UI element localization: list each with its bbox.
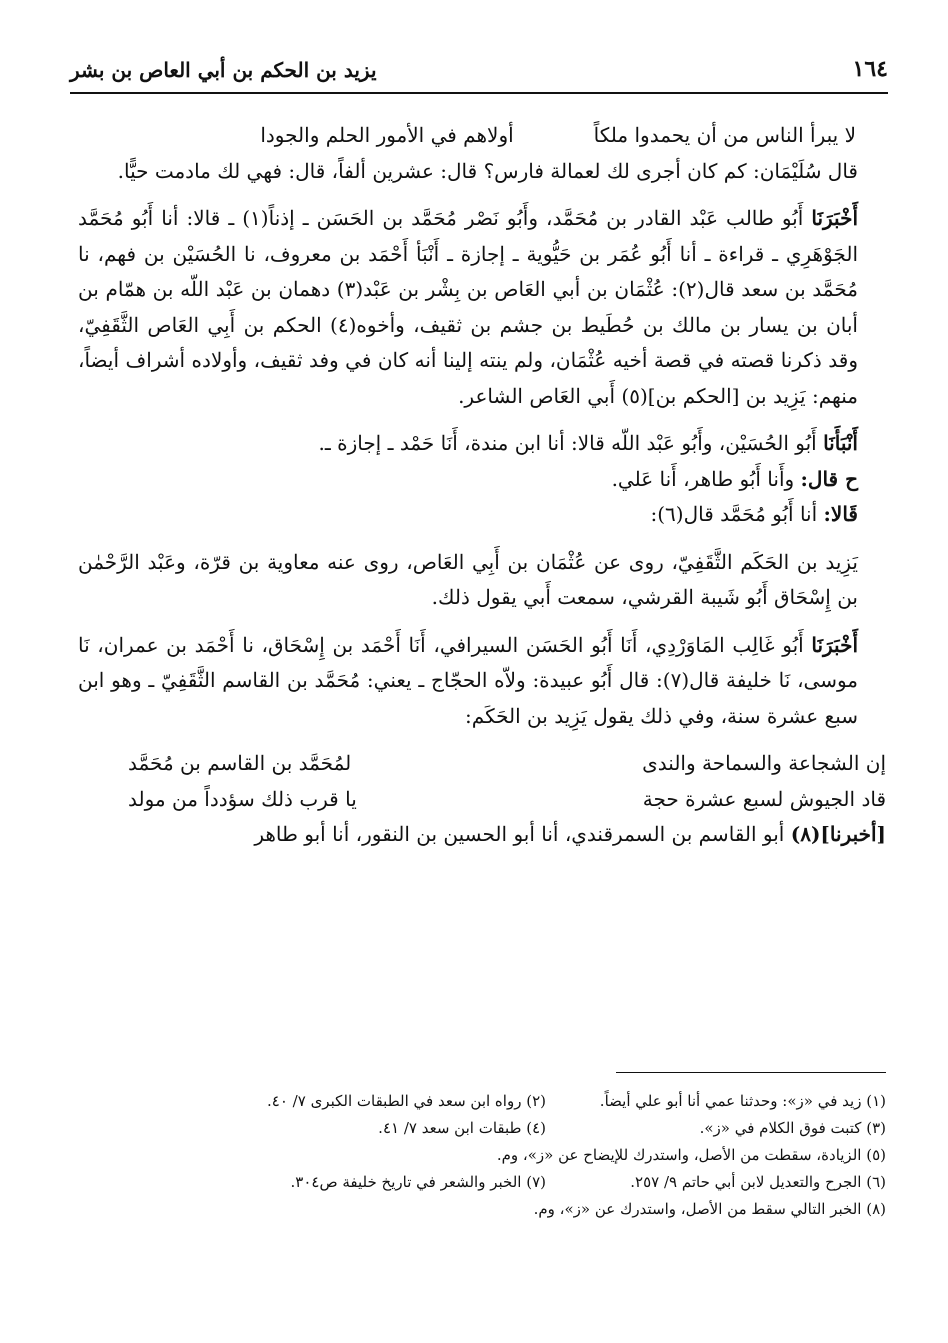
paragraph-isnad xyxy=(78,628,886,735)
footnotes xyxy=(70,1088,886,1223)
verse-line xyxy=(78,118,886,154)
isnad-line xyxy=(78,426,886,462)
verse-hemistich: لمُحَمَّد بن القاسم بن مُحَمَّد xyxy=(128,751,352,775)
isnad-keyword: ح قال: xyxy=(800,466,858,491)
footnote-row xyxy=(70,1196,886,1223)
isnad-keyword: أَنْبَأَنَا xyxy=(823,431,858,455)
verse-hemistich: إن الشجاعة والسماحة والندى xyxy=(642,751,886,775)
footnote: (٤) طبقات ابن سعد ٧/ ٤١. xyxy=(378,1119,546,1137)
verse-hemistich: لا يبرأ الناس من أن يحمدوا ملكاً xyxy=(593,123,856,147)
footnote-row xyxy=(70,1088,886,1115)
footnote-row xyxy=(70,1115,886,1142)
page-header xyxy=(70,48,888,94)
footnote: (١) زيد في «ز»: وحدثنا عمي أنا أبو علي أيضاً. xyxy=(599,1092,886,1110)
footnote: (٣) كتبت فوق الكلام في «ز». xyxy=(699,1119,886,1137)
footnote-row xyxy=(70,1169,886,1196)
isnad-keyword: قَالا: xyxy=(823,502,858,526)
footnote: (٦) الجرح والتعديل لابن أبي حاتم ٩/ ٢٥٧. xyxy=(630,1173,886,1191)
isnad-keyword: أَخْبَرَنَا xyxy=(811,206,858,230)
verse-hemistich: قاد الجيوش لسبع عشرة حجة xyxy=(642,786,886,811)
isnad-line xyxy=(78,462,886,498)
verse-hemistich: يا قرب ذلك سؤدداً من مولد xyxy=(128,786,357,811)
isnad-line xyxy=(78,497,886,533)
paragraph-text: أَبُو غَالِب المَاوَرْدِي، أَنَا أَبُو الحَسَن السيرافي، أَنَا أَحْمَد بن إِسْحَاق، نا أَحْمَد بن عمران، نَا موسى، نَا خليفة قال(٧): قال أَبُو عبيدة: ولاّه الحجّاج ـ يعني: مُحَمَّد بن القاسم الثَّقَفِيّ ـ وهو ابن سبع عشرة سنة، وفي ذلك يقول يَزِيد بن الحَكَم: xyxy=(78,632,858,728)
isnad-text: وأَنا أَبُو طاهر، أَنا عَلي. xyxy=(611,466,801,491)
footnote: (٧) الخبر والشعر في تاريخ خليفة ص٣٠٤. xyxy=(290,1173,546,1191)
footnote: (٥) الزيادة، سقطت من الأصل، واستدرك للإيضاح عن «ز»، وم. xyxy=(496,1146,886,1164)
footnote: (٨) الخبر التالي سقط من الأصل، واستدرك عن «ز»، وم. xyxy=(533,1200,886,1218)
isnad-text: أنا أَبُو مُحَمَّد قال(٦): xyxy=(650,502,824,526)
main-text xyxy=(78,118,886,853)
paragraph-text: أَبُو طالب عَبْد القادر بن مُحَمَّد، وأَبُو نَصْر مُحَمَّد بن الحَسَن ـ إذناً(١) ـ قالا: أنا أَبُو مُحَمَّد الجَوْهَرِي ـ قراءة ـ أنا أَبُو عُمَر بن حَيُّوية ـ إجازة ـ أَنْبَأ أَحْمَد بن معروف، نا الحُسَيْن بن فهم، نا مُحَمَّد بن سعد قال(٢): عُثْمَان بن أبي العَاص بن بِشْر بن عَبْد(٣) دهمان بن عَبْد اللّه بن همّام بن أبان بن يسار بن مالك بن حُطَيط بن جشم بن ثقيف، وأخوه(٤) الحكم بن أَبِي العَاص الثَّقَفِيّ، وقد ذكرنا قصته في قصة أخيه عُثْمَان، ولم ينته إلينا أنه كان في وفد ثقيف، وأولاده أشراف أيضاً، منهم: يَزِيد بن [الحكم بن](٥) أَبي العَاص الشاعر. xyxy=(78,206,858,408)
footnote: (٢) رواه ابن سعد في الطبقات الكبرى ٧/ ٤٠. xyxy=(267,1092,546,1110)
verse-hemistich: أولاهم في الأمور الحلم والجودا xyxy=(260,123,514,147)
paragraph-isnad xyxy=(78,817,886,853)
isnad-text: أَبُو الحُسَيْن، وأَبُو عَبْد اللّه قالا: أنا ابن مندة، أَنَا حَمْد ـ إجازة ـ. xyxy=(318,431,824,455)
running-title: يزيد بن الحكم بن أبي العاص بن بشر xyxy=(70,58,377,82)
footnote-row xyxy=(70,1142,886,1169)
verse-line xyxy=(78,782,886,818)
isnad-keyword: أَخْبَرَنَا xyxy=(811,632,858,657)
paragraph-isnad xyxy=(78,201,886,414)
footnote-divider xyxy=(616,1072,886,1073)
page-number: ١٦٤ xyxy=(852,56,888,82)
paragraph: قال سُلَيْمَان: كم كان أجرى لك لعمالة فارس؟ قال: عشرين ألفاً، قال: فهي لك مادمت حيًّا. xyxy=(117,158,858,183)
paragraph-text: أبو القاسم بن السمرقندي، أنا أبو الحسين بن النقور، أنا أبو طاهر xyxy=(254,822,791,846)
isnad-keyword: [أخبرنا](٨) xyxy=(790,822,886,846)
verse-line xyxy=(78,746,886,782)
paragraph: يَزِيد بن الحَكَم الثَّقَفِيّ، روى عن عُثْمَان بن أَبِي العَاص، روى عنه معاوية بن قرّة، وعَبْد الرَّحْمٰن بن إِسْحَاق أَبُو شَيبة القرشي، سمعت أَبي يقول ذلك. xyxy=(78,549,858,609)
